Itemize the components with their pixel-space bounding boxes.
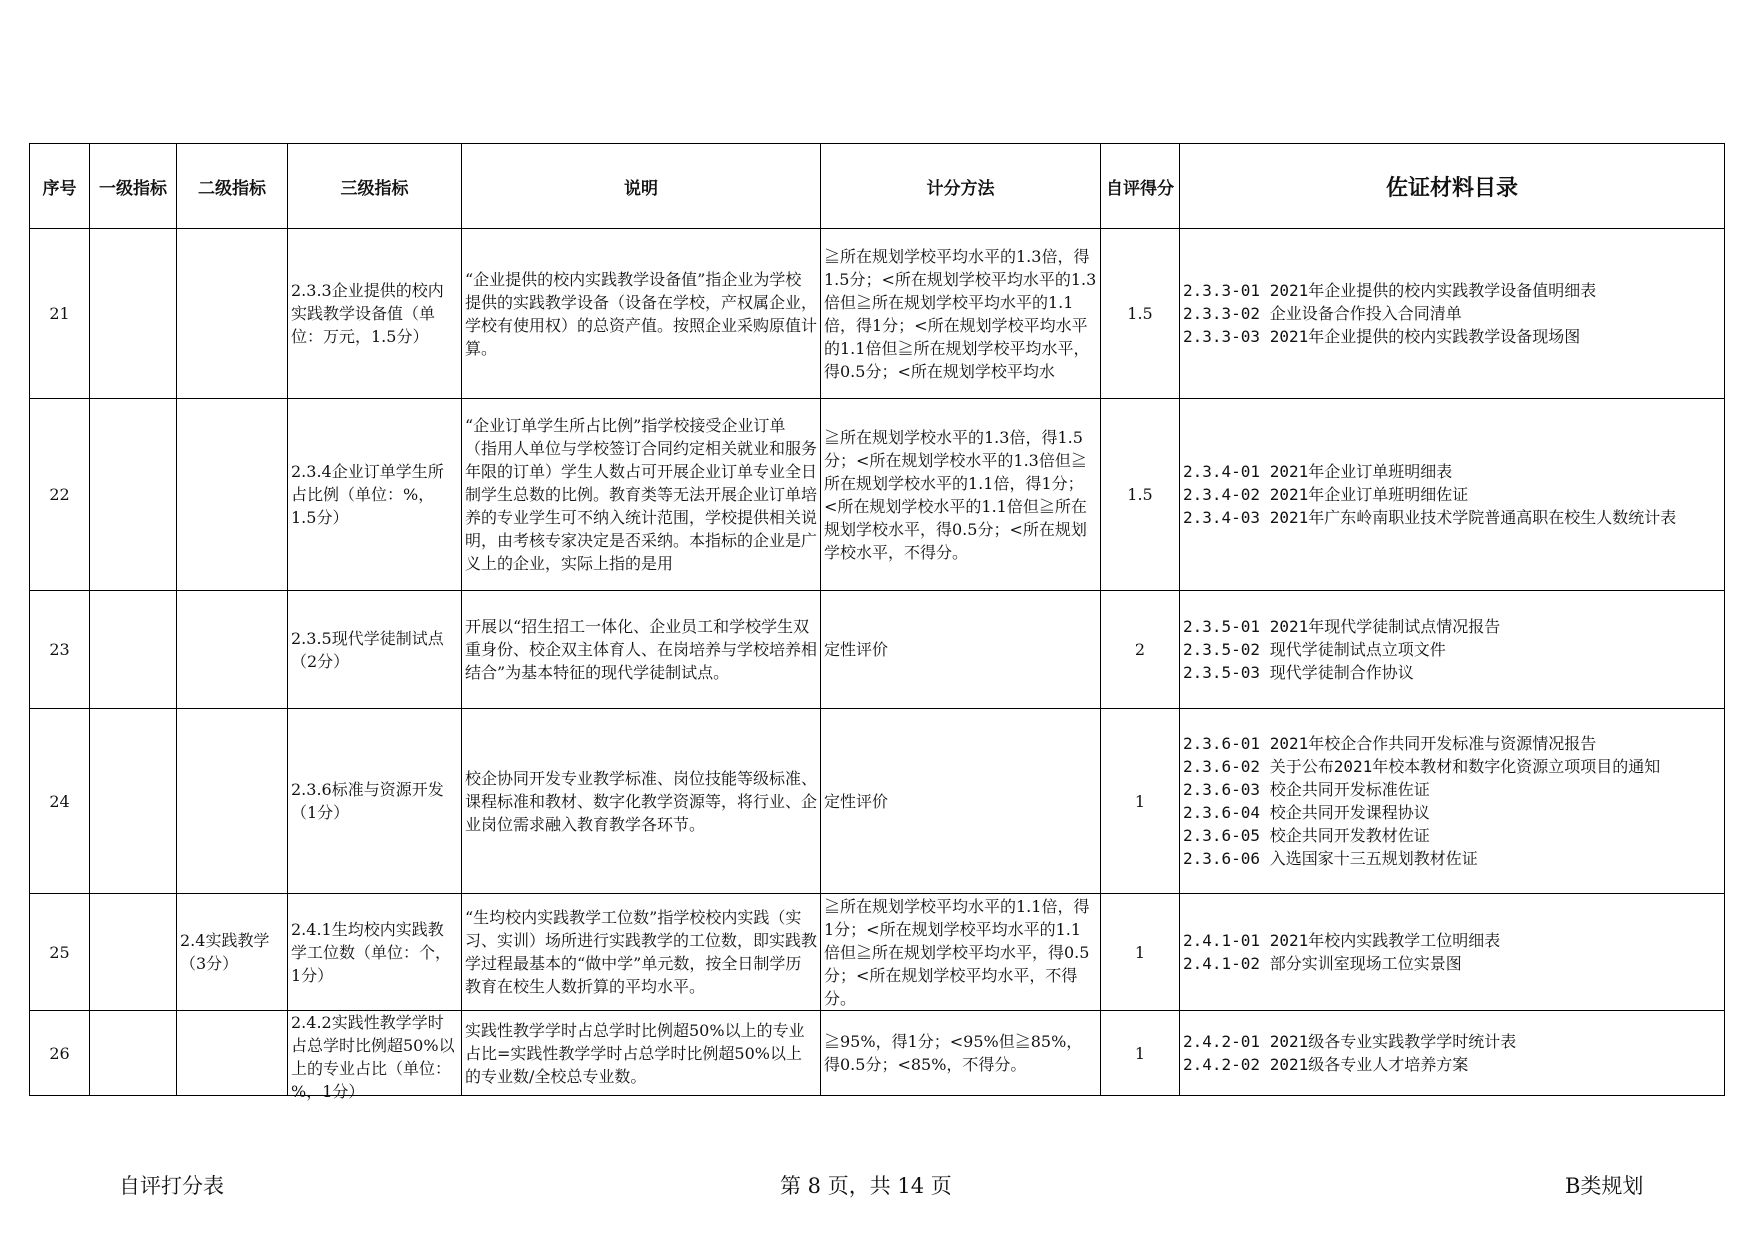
header-level1: 一级指标 [90,144,177,229]
row-level1 [90,709,177,894]
evidence-item: 2.3.3-01 2021年企业提供的校内实践教学设备值明细表 [1183,281,1597,300]
row-level1 [90,399,177,591]
row-description-text: 实践性教学学时占总学时比例超50%以上的专业占比=实践性教学学时占总学时比例超50%以上的专业数/全校总专业数。 [465,1020,805,1086]
row-level3 [288,1011,462,1101]
row-scoring-text: ≧95%，得1分；<95%但≧85%，得0.5分；<85%，不得分。 [824,1032,1083,1074]
table-row [30,229,1725,399]
evidence-item: 2.3.6-06 入选国家十三五规划教材佐证 [1183,849,1478,868]
row-level3-text: 2.3.4企业订单学生所占比例（单位：%，1.5分） [291,462,444,527]
evidence-item: 2.3.6-03 校企共同开发标准佐证 [1183,780,1430,799]
row-level3 [288,399,462,591]
row-level2 [177,709,288,894]
footer-category: B类规划 [1565,1174,1644,1198]
score-table [29,143,1725,1101]
evidence-item: 2.3.5-03 现代学徒制合作协议 [1183,663,1414,682]
row-level1 [90,1011,177,1096]
header-self-score: 自评得分 [1101,144,1180,229]
row-evidence [1180,1011,1725,1096]
evidence-item: 2.4.2-01 2021级各专业实践教学学时统计表 [1183,1032,1517,1051]
row-level3 [288,709,462,894]
row-seq: 25 [30,894,90,1011]
row-evidence [1180,591,1725,709]
header-level3: 三级指标 [288,144,462,229]
header-scoring: 计分方法 [821,144,1101,229]
table-row [30,399,1725,591]
row-scoring-text: ≧所在规划学校水平的1.3倍，得1.5分；<所在规划学校水平的1.3倍但≧所在规划学校水平的1.1倍，得1分；<所在规划学校水平的1.1倍但≧所在规划学校水平，得0.5分；<所在规划学校水平，不得分。 [824,427,1087,562]
row-description [462,709,821,894]
row-scoring-text: 定性评价 [824,640,889,659]
row-seq: 22 [30,399,90,591]
row-level3 [288,894,462,1011]
evidence-item: 2.3.6-05 校企共同开发教材佐证 [1183,826,1430,845]
row-seq: 23 [30,591,90,709]
evidence-item: 2.4.1-01 2021年校内实践教学工位明细表 [1183,931,1501,950]
row-self-score: 1 [1101,1011,1180,1096]
header-level2: 二级指标 [177,144,288,229]
row-scoring-text: ≧所在规划学校平均水平的1.1倍，得1分；<所在规划学校平均水平的1.1倍但≧所在规划学校平均水平，得0.5分；<所在规划学校平均水平，不得分。 [824,896,1090,1008]
row-evidence [1180,709,1725,894]
row-level3 [288,591,462,709]
row-description-text: “生均校内实践教学工位数”指学校校内实践（实习、实训）场所进行实践教学的工位数，即实践教学过程最基本的“做中学”单元数，按全日制学历教育在校生人数折算的平均水平。 [465,908,818,996]
row-description-text: 校企协同开发专业教学标准、岗位技能等级标准、课程标准和教材、数字化教学资源等，将行业、企业岗位需求融入教育教学各环节。 [465,768,818,834]
row-level1 [90,591,177,709]
table-row [30,894,1725,1011]
row-description [462,399,821,591]
row-scoring [821,229,1101,399]
row-description-text: “企业订单学生所占比例”指学校接受企业订单（指用人单位与学校签订合同约定相关就业和服务年限的订单）学生人数占可开展企业订单专业全日制学生总数的比例。教育类等无法开展企业订单培养的专业学生可不纳入统计范围，学校提供相关说明，由考核专家决定是否采纳。本指标的企业是广义上的企业，实际上指的是用 [465,416,818,573]
row-level3-text: 2.3.6标准与资源开发（1分） [291,780,444,822]
row-self-score: 1 [1101,894,1180,1011]
row-level3-text: 2.3.5现代学徒制试点（2分） [291,628,444,671]
row-evidence [1180,399,1725,591]
row-description [462,1011,821,1096]
evidence-item: 2.3.6-02 关于公布2021年校本教材和数字化资源立项项目的通知 [1183,757,1661,776]
row-scoring [821,1011,1101,1096]
row-self-score: 1.5 [1101,399,1180,591]
row-description-text: “企业提供的校内实践教学设备值”指企业为学校提供的实践教学设备（设备在学校，产权属企业，学校有使用权）的总资产值。按照企业采购原值计算。 [465,269,818,358]
row-level2-text: 2.4实践教学（3分） [180,931,270,973]
evidence-item: 2.3.5-01 2021年现代学徒制试点情况报告 [1183,617,1501,636]
evidence-item: 2.3.3-03 2021年企业提供的校内实践教学设备现场图 [1183,327,1581,346]
row-evidence [1180,229,1725,399]
row-scoring-text: 定性评价 [824,791,889,811]
row-self-score: 2 [1101,591,1180,709]
row-description [462,591,821,709]
header-description: 说明 [462,144,821,229]
row-scoring [821,894,1101,1011]
row-level2 [177,399,288,591]
evidence-item: 2.4.1-02 部分实训室现场工位实景图 [1183,954,1462,973]
row-scoring [821,399,1101,591]
table-row [30,591,1725,709]
footer-page-number: 第 8 页，共 14 页 [780,1174,952,1198]
evidence-item: 2.3.6-01 2021年校企合作共同开发标准与资源情况报告 [1183,734,1597,753]
row-scoring [821,709,1101,894]
evidence-item: 2.3.5-02 现代学徒制试点立项文件 [1183,640,1446,659]
row-level1 [90,894,177,1011]
row-self-score: 1.5 [1101,229,1180,399]
row-description-text: 开展以“招生招工一体化、企业员工和学校学生双重身份、校企双主体育人、在岗培养与学校培养相结合”为基本特征的现代学徒制试点。 [465,617,818,682]
row-level3-text: 2.4.1生均校内实践教学工位数（单位：个，1分） [291,919,452,985]
header-evidence: 佐证材料目录 [1180,144,1725,229]
table-row [30,1011,1725,1096]
row-description [462,229,821,399]
row-self-score: 1 [1101,709,1180,894]
table-row [30,709,1725,894]
evidence-item: 2.3.4-03 2021年广东岭南职业技术学院普通高职在校生人数统计表 [1183,508,1677,527]
evidence-item: 2.3.4-01 2021年企业订单班明细表 [1183,462,1453,481]
evidence-item: 2.3.3-02 企业设备合作投入合同清单 [1183,304,1462,323]
row-evidence [1180,894,1725,1011]
evidence-item: 2.3.6-04 校企共同开发课程协议 [1183,803,1430,822]
row-level2 [177,591,288,709]
evidence-item: 2.3.4-02 2021年企业订单班明细佐证 [1183,485,1469,504]
row-level3-text: 2.3.3企业提供的校内实践教学设备值（单位：万元，1.5分） [291,281,444,346]
header-seq: 序号 [30,144,90,229]
footer-doc-title: 自评打分表 [119,1174,224,1198]
row-scoring-text: ≧所在规划学校平均水平的1.3倍，得1.5分；<所在规划学校平均水平的1.3倍但≧所在规划学校平均水平的1.1倍，得1分；<所在规划学校平均水平的1.1倍但≧所在规划学校平均水平，得0.5分；<所在规划学校平均水 [824,246,1097,381]
row-seq: 21 [30,229,90,399]
row-level2 [177,1011,288,1096]
row-level1 [90,229,177,399]
header-row [30,144,1725,229]
evidence-item: 2.4.2-02 2021级各专业人才培养方案 [1183,1055,1469,1074]
row-level3-text: 2.4.2实践性教学学时占总学时比例超50%以上的专业占比（单位：%，1分） [291,1013,455,1101]
row-level2 [177,229,288,399]
row-description [462,894,821,1011]
row-level2 [177,894,288,1011]
row-seq: 24 [30,709,90,894]
row-level3 [288,229,462,399]
row-seq: 26 [30,1011,90,1096]
row-scoring [821,591,1101,709]
